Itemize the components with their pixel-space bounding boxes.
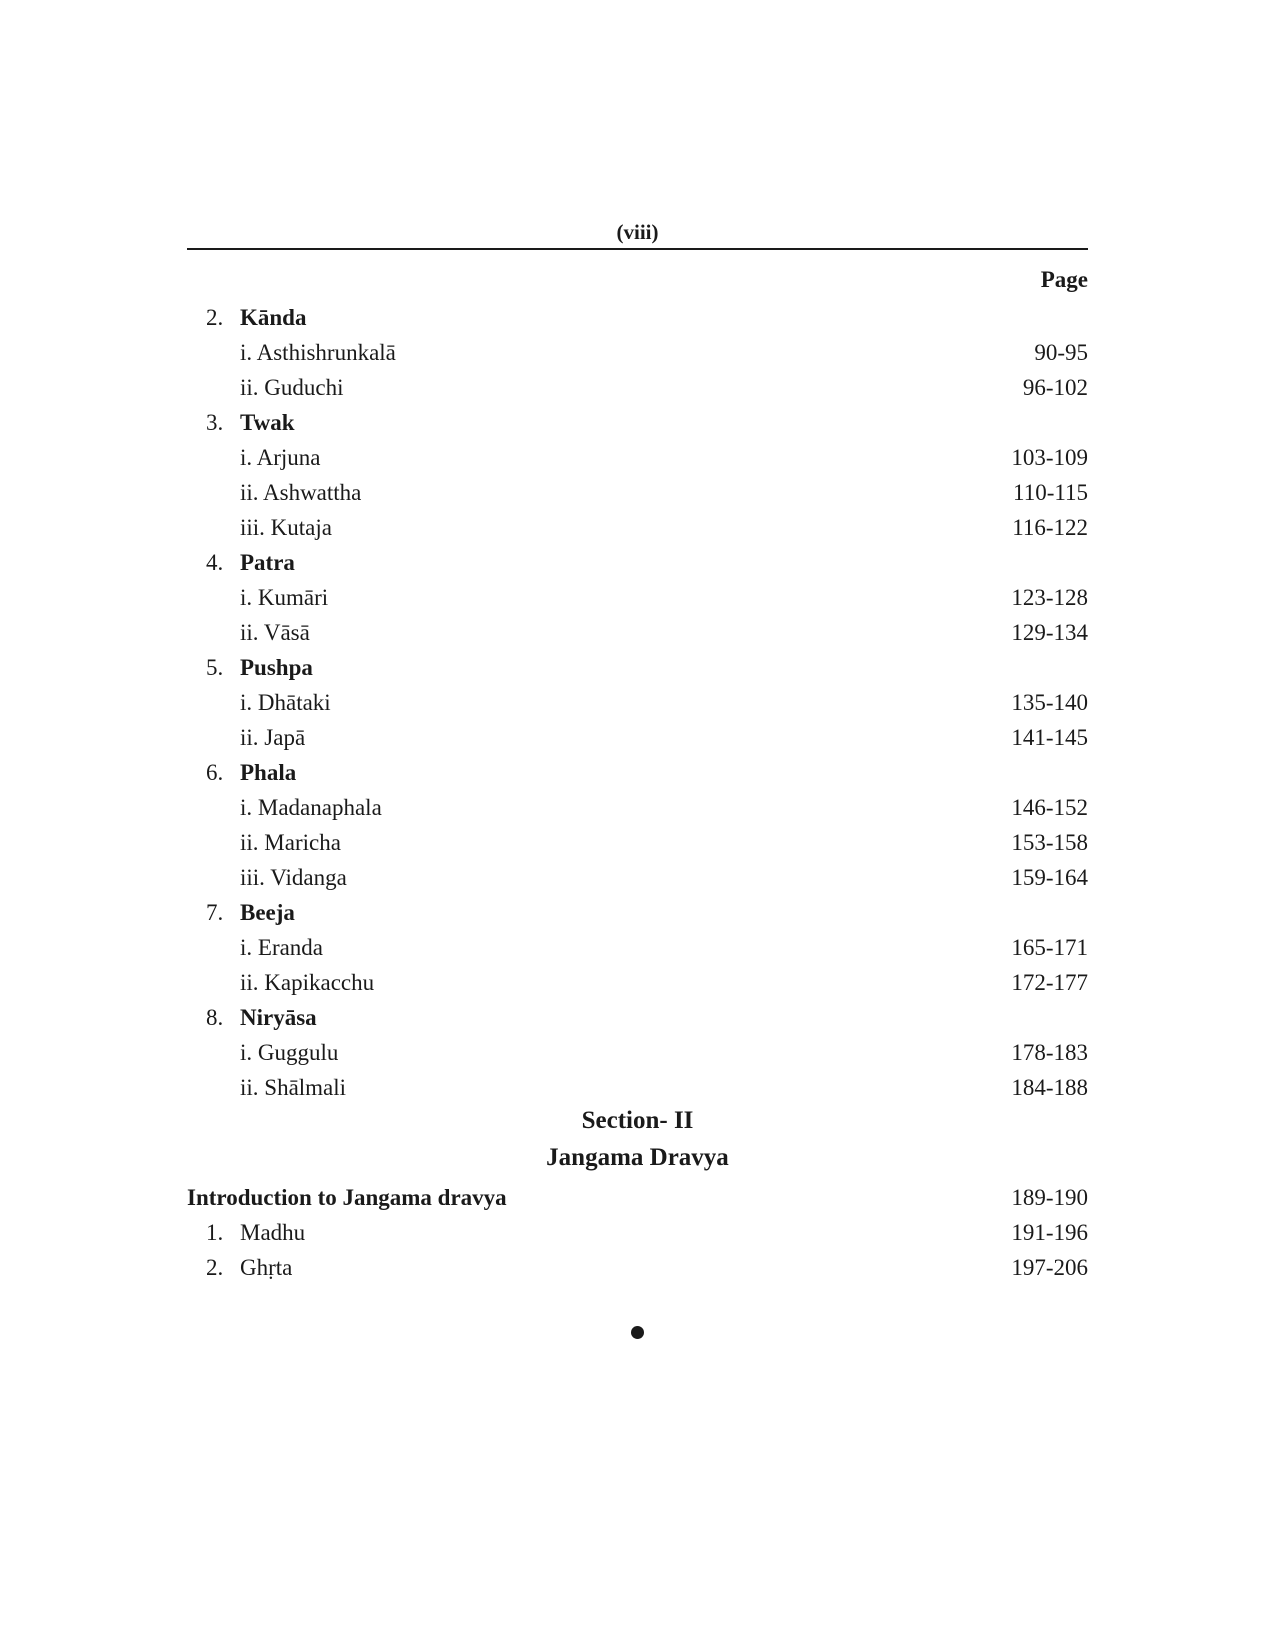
- toc-entry: [187, 790, 1088, 825]
- page-range: 178-183: [1011, 1040, 1088, 1065]
- toc-entry: [187, 440, 1088, 475]
- toc-entry: [187, 860, 1088, 895]
- entry-number: 1.: [206, 1220, 224, 1245]
- entry-title: Beeja: [240, 900, 295, 925]
- entry-number: 8.: [206, 1005, 224, 1030]
- entry-title: ii. Shālmali: [240, 1075, 347, 1100]
- toc-entry: [187, 720, 1088, 755]
- section-subtitle: Jangama Dravya: [546, 1144, 729, 1171]
- page-range: 165-171: [1011, 935, 1088, 960]
- entry-title: i. Asthishrunkalā: [240, 340, 396, 365]
- entry-number: 2.: [206, 305, 224, 330]
- toc-introduction-entry: [187, 1180, 1088, 1215]
- toc-category-heading: [187, 755, 1088, 790]
- toc-category-heading: [187, 405, 1088, 440]
- entry-number: 2.: [206, 1255, 224, 1280]
- page-range: 197-206: [1011, 1255, 1088, 1280]
- page-column-heading: Page: [1040, 267, 1088, 292]
- entry-title: ii. Kapikacchu: [240, 970, 375, 995]
- header-rule: [187, 248, 1088, 250]
- entry-title: i. Guggulu: [240, 1040, 339, 1065]
- toc-entry: [187, 1035, 1088, 1070]
- toc-entry: [187, 1070, 1088, 1105]
- page-range: 172-177: [1011, 970, 1088, 995]
- entry-title: Kānda: [240, 305, 307, 330]
- toc-entry: [187, 1250, 1088, 1285]
- toc-category-heading: [187, 545, 1088, 580]
- page-range: 96-102: [1022, 375, 1088, 400]
- entry-title: i. Eranda: [240, 935, 324, 960]
- toc-entry: [187, 475, 1088, 510]
- toc-entry: [187, 965, 1088, 1000]
- page-range: 159-164: [1011, 865, 1088, 890]
- page-range: 123-128: [1011, 585, 1088, 610]
- page-range: 146-152: [1011, 795, 1088, 820]
- page-range: 153-158: [1011, 830, 1088, 855]
- toc-entry: [187, 825, 1088, 860]
- toc-entry: [187, 510, 1088, 545]
- section-title: Section- II: [581, 1107, 694, 1134]
- entry-number: 6.: [206, 760, 224, 785]
- entry-number: 5.: [206, 655, 224, 680]
- entry-title: iii. Vidanga: [240, 865, 347, 890]
- entry-title: Pushpa: [240, 655, 313, 680]
- entry-number: 3.: [206, 410, 224, 435]
- entry-title: i. Madanaphala: [240, 795, 382, 820]
- entry-title: Introduction to Jangama dravya: [187, 1185, 507, 1210]
- toc-category-heading: [187, 300, 1088, 335]
- page-range: 90-95: [1034, 340, 1088, 365]
- page-range: 110-115: [1013, 480, 1088, 505]
- page-range: 191-196: [1011, 1220, 1088, 1245]
- toc-entry: [187, 370, 1088, 405]
- page-range: 184-188: [1011, 1075, 1088, 1100]
- contents-list: [187, 300, 1088, 1105]
- entry-title: ii. Maricha: [240, 830, 341, 855]
- entry-title: Twak: [240, 410, 295, 435]
- jangama-contents-list: [187, 1180, 1088, 1285]
- toc-entry: [187, 615, 1088, 650]
- entry-title: ii. Ashwattha: [240, 480, 362, 505]
- entry-title: i. Dhātaki: [240, 690, 331, 715]
- entry-title: i. Arjuna: [240, 445, 321, 470]
- toc-category-heading: [187, 650, 1088, 685]
- toc-entry: [187, 1215, 1088, 1250]
- toc-category-heading: [187, 895, 1088, 930]
- entry-title: Madhu: [240, 1220, 306, 1245]
- page-number: (viii): [616, 220, 659, 244]
- page-range: 103-109: [1011, 445, 1088, 470]
- toc-entry: [187, 580, 1088, 615]
- entry-title: ii. Japā: [240, 725, 306, 750]
- entry-title: Phala: [240, 760, 297, 785]
- entry-title: ii. Vāsā: [240, 620, 310, 645]
- entry-title: Patra: [240, 550, 295, 575]
- entry-title: i. Kumāri: [240, 585, 329, 610]
- page-range: 129-134: [1011, 620, 1088, 645]
- entry-title: Niryāsa: [240, 1005, 317, 1030]
- entry-number: 7.: [206, 900, 224, 925]
- page-range: 141-145: [1011, 725, 1088, 750]
- page-range: 116-122: [1012, 515, 1088, 540]
- end-bullet-icon: [631, 1326, 644, 1339]
- toc-entry: [187, 335, 1088, 370]
- toc-entry: [187, 685, 1088, 720]
- toc-category-heading: [187, 1000, 1088, 1035]
- entry-title: Ghṛta: [240, 1255, 293, 1280]
- page-range: 189-190: [1011, 1185, 1088, 1210]
- toc-entry: [187, 930, 1088, 965]
- entry-title: iii. Kutaja: [240, 515, 332, 540]
- page-range: 135-140: [1011, 690, 1088, 715]
- entry-title: ii. Guduchi: [240, 375, 344, 400]
- entry-number: 4.: [206, 550, 224, 575]
